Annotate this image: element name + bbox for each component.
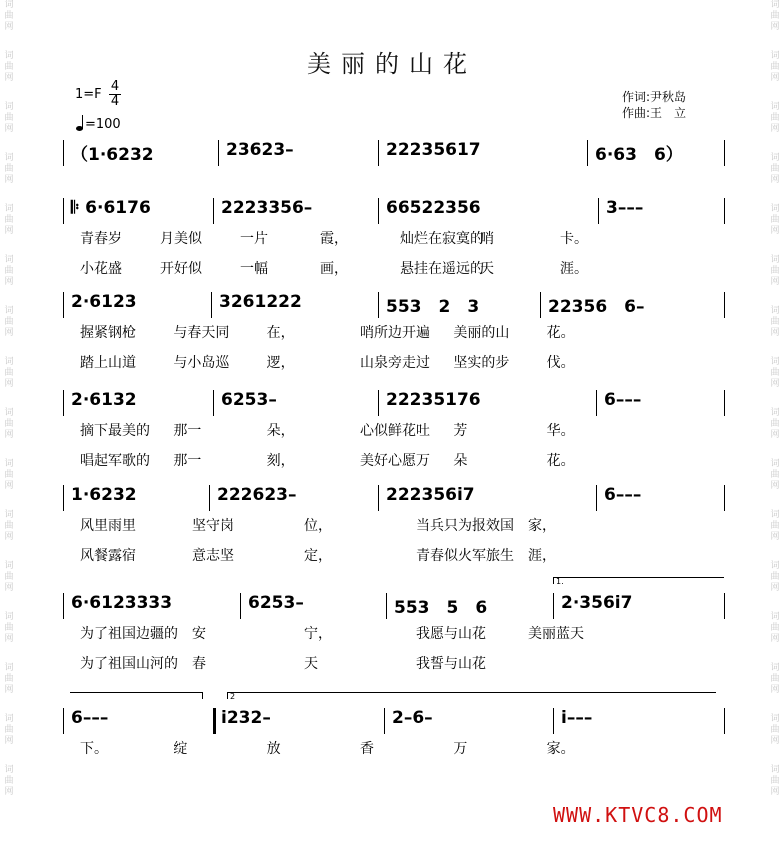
watermark-text: 词曲网 bbox=[770, 153, 780, 185]
measure-notes: 2223356– bbox=[221, 198, 313, 218]
watermark-text: 词曲网 bbox=[4, 153, 14, 185]
lyric-line bbox=[0, 352, 784, 372]
lyric-phrase: 我愿与山花 bbox=[416, 626, 486, 642]
site-url: WWW.KTVC8.COM bbox=[553, 803, 723, 827]
tempo-value: =100 bbox=[85, 117, 121, 132]
lyric-phrase: 一幅 bbox=[240, 261, 268, 277]
bar-line bbox=[724, 390, 725, 416]
lyric-phrase: 刻， bbox=[266, 453, 295, 469]
measure-notes: 2–6– bbox=[392, 708, 433, 728]
bar-line bbox=[378, 390, 379, 416]
watermark-text: 词曲网 bbox=[4, 408, 14, 440]
watermark-text: 词曲网 bbox=[770, 357, 780, 389]
bar-line bbox=[213, 708, 216, 734]
lyric-phrase: 一片 bbox=[240, 231, 268, 247]
watermark-text: 词曲网 bbox=[4, 255, 14, 287]
bar-line bbox=[63, 198, 64, 224]
bar-line bbox=[553, 593, 554, 619]
lyric-phrase: 天 bbox=[480, 261, 494, 277]
watermark-text: 词曲网 bbox=[4, 561, 14, 593]
lyric-line bbox=[0, 228, 784, 248]
quarter-note-icon bbox=[76, 115, 85, 131]
lyric-phrase: 芳 bbox=[453, 423, 468, 439]
lyric-phrase: 下。 bbox=[80, 741, 108, 757]
composer-credit: 作曲:王 立 bbox=[622, 106, 687, 120]
measure-notes: 6––– bbox=[604, 390, 642, 410]
measure-notes: 553 5 6 bbox=[394, 598, 488, 618]
watermark-text: 词曲网 bbox=[770, 765, 780, 797]
lyric-phrase: 山泉旁走过 bbox=[360, 355, 430, 371]
watermark-text: 词曲网 bbox=[4, 306, 14, 338]
bar-line bbox=[724, 140, 725, 166]
bar-line bbox=[378, 198, 379, 224]
lyric-phrase: 朵， bbox=[266, 423, 295, 439]
lyric-line bbox=[0, 515, 784, 535]
bar-line bbox=[218, 140, 219, 166]
volta-2: 2 bbox=[227, 692, 716, 699]
watermark-text: 词曲网 bbox=[770, 0, 780, 32]
lyric-phrase: 家， bbox=[528, 518, 556, 534]
time-signature bbox=[109, 80, 121, 109]
bar-line bbox=[63, 292, 64, 318]
lyric-phrase: 春 bbox=[192, 656, 206, 672]
bar-line bbox=[240, 593, 241, 619]
time-signature-top: 4 bbox=[110, 79, 120, 94]
lyric-phrase: 家。 bbox=[546, 741, 575, 757]
notes-line bbox=[0, 708, 784, 730]
lyric-phrase: 宁， bbox=[304, 626, 332, 642]
bar-line bbox=[63, 593, 64, 619]
notes-line bbox=[0, 140, 784, 165]
watermark-text: 词曲网 bbox=[4, 765, 14, 797]
bar-line bbox=[378, 292, 379, 318]
lyric-phrase: 踏上山道 bbox=[80, 355, 136, 371]
watermark-text: 词曲网 bbox=[770, 510, 780, 542]
watermark-text: 词曲网 bbox=[770, 255, 780, 287]
watermark-text: 词曲网 bbox=[4, 102, 14, 134]
lyric-phrase: 安 bbox=[192, 626, 206, 642]
measure-notes: 2·6132 bbox=[71, 390, 137, 410]
watermark-text: 词曲网 bbox=[770, 561, 780, 593]
lyric-phrase: 万 bbox=[453, 741, 468, 757]
bar-line bbox=[596, 485, 597, 511]
lyric-phrase: 悬挂在遥远的 bbox=[400, 261, 484, 277]
watermark-text: 词曲网 bbox=[4, 663, 14, 695]
bar-line bbox=[724, 198, 725, 224]
lyric-phrase: 为了祖国边疆的 bbox=[80, 626, 178, 642]
measure-notes: 22235176 bbox=[386, 390, 481, 410]
measure-notes: （1·6232 bbox=[71, 145, 154, 165]
measure-notes: 222623– bbox=[217, 485, 297, 505]
lyric-phrase: 花。 bbox=[546, 453, 575, 469]
measure-notes: 𝄆 6·6176 bbox=[71, 198, 151, 218]
lyric-phrase: 唱起军歌的 bbox=[80, 453, 150, 469]
watermark-text: 词曲网 bbox=[770, 204, 780, 236]
lyric-line bbox=[0, 258, 784, 278]
watermark-text: 词曲网 bbox=[770, 306, 780, 338]
lyric-phrase: 卡。 bbox=[560, 231, 588, 247]
lyric-phrase: 绽 bbox=[173, 741, 188, 757]
watermark-text: 词曲网 bbox=[4, 714, 14, 746]
bar-line bbox=[724, 292, 725, 318]
lyric-phrase: 月美似 bbox=[160, 231, 202, 247]
lyric-phrase: 青春岁 bbox=[80, 231, 122, 247]
lyricist-credit: 作词:尹秋岛 bbox=[622, 90, 687, 104]
lyric-line bbox=[0, 450, 784, 470]
notes-line bbox=[0, 593, 784, 618]
notes-line bbox=[0, 198, 784, 220]
bar-line bbox=[213, 390, 214, 416]
lyric-line bbox=[0, 545, 784, 565]
lyric-line bbox=[0, 738, 784, 758]
lyric-phrase: 青春似火军旅生 bbox=[416, 548, 514, 564]
lyric-line bbox=[0, 322, 784, 342]
bar-line bbox=[540, 292, 541, 318]
watermark-text: 词曲网 bbox=[4, 357, 14, 389]
measure-notes: 6·6123333 bbox=[71, 593, 173, 613]
watermark-text: 词曲网 bbox=[770, 408, 780, 440]
measure-notes: 2·356i7 bbox=[561, 593, 633, 613]
watermark-text: 词曲网 bbox=[770, 102, 780, 134]
lyric-phrase: 霞， bbox=[320, 231, 348, 247]
lyric-phrase: 涯， bbox=[528, 548, 556, 564]
lyric-phrase: 涯。 bbox=[560, 261, 588, 277]
lyric-phrase: 美丽的山 bbox=[453, 325, 510, 341]
volta-end-bracket bbox=[70, 692, 203, 699]
lyric-phrase: 我誓与山花 bbox=[416, 656, 486, 672]
bar-line bbox=[63, 485, 64, 511]
volta-1: 1. bbox=[553, 577, 724, 584]
lyric-phrase: 美丽蓝天 bbox=[528, 626, 584, 642]
measure-notes: 222356i7 bbox=[386, 485, 475, 505]
lyric-phrase: 摘下最美的 bbox=[80, 423, 150, 439]
song-title: 美丽的山花 bbox=[307, 50, 477, 78]
notes-line bbox=[0, 390, 784, 412]
bar-line bbox=[63, 390, 64, 416]
bar-line bbox=[724, 485, 725, 511]
measure-notes: 3––– bbox=[606, 198, 644, 218]
watermark-text: 词曲网 bbox=[4, 51, 14, 83]
lyric-phrase: 哨所边开遍 bbox=[360, 325, 430, 341]
measure-notes: 553 2 3 bbox=[386, 297, 480, 317]
bar-line bbox=[553, 708, 554, 734]
bar-line bbox=[587, 140, 588, 166]
bar-line bbox=[63, 708, 64, 734]
lyric-phrase: 与小岛巡 bbox=[173, 355, 230, 371]
lyric-phrase: 意志坚 bbox=[192, 548, 234, 564]
lyric-phrase: 那一 bbox=[173, 423, 202, 439]
measure-notes: 6·63 6） bbox=[595, 145, 683, 165]
bar-line bbox=[378, 485, 379, 511]
lyric-phrase: 逻， bbox=[266, 355, 295, 371]
bar-line bbox=[596, 390, 597, 416]
lyric-phrase: 放 bbox=[266, 741, 281, 757]
lyric-phrase: 华。 bbox=[546, 423, 575, 439]
measure-notes: 3261222 bbox=[219, 292, 302, 312]
lyric-phrase: 伐。 bbox=[546, 355, 575, 371]
measure-notes: 66522356 bbox=[386, 198, 481, 218]
lyric-line bbox=[0, 420, 784, 440]
bar-line bbox=[209, 485, 210, 511]
lyric-phrase: 朵 bbox=[453, 453, 468, 469]
lyric-phrase: 开好似 bbox=[160, 261, 202, 277]
bar-line bbox=[724, 593, 725, 619]
measure-notes: i––– bbox=[561, 708, 593, 728]
lyric-phrase: 坚守岗 bbox=[192, 518, 234, 534]
bar-line bbox=[378, 140, 379, 166]
watermark-text: 词曲网 bbox=[770, 612, 780, 644]
bar-line bbox=[386, 593, 387, 619]
lyric-phrase: 画， bbox=[320, 261, 348, 277]
lyric-phrase: 坚实的步 bbox=[453, 355, 510, 371]
lyric-phrase: 握紧钢枪 bbox=[80, 325, 136, 341]
measure-notes: 6253– bbox=[221, 390, 277, 410]
lyric-phrase: 风餐露宿 bbox=[80, 548, 136, 564]
bar-line bbox=[598, 198, 599, 224]
watermark-text: 词曲网 bbox=[4, 459, 14, 491]
watermark-text: 词曲网 bbox=[770, 51, 780, 83]
measure-notes: 6253– bbox=[248, 593, 304, 613]
lyric-phrase: 定， bbox=[304, 548, 332, 564]
lyric-phrase: 香 bbox=[360, 741, 374, 757]
lyric-phrase: 天 bbox=[304, 656, 318, 672]
measure-notes: 22235617 bbox=[386, 140, 481, 160]
watermark-text: 词曲网 bbox=[4, 204, 14, 236]
measure-notes: 6––– bbox=[71, 708, 109, 728]
lyric-line bbox=[0, 653, 784, 673]
bar-line bbox=[63, 140, 64, 166]
lyric-phrase: 那一 bbox=[173, 453, 202, 469]
lyric-phrase: 美好心愿万 bbox=[360, 453, 430, 469]
watermark-text: 词曲网 bbox=[4, 510, 14, 542]
lyric-phrase: 哨 bbox=[480, 231, 494, 247]
lyric-phrase: 为了祖国山河的 bbox=[80, 656, 178, 672]
measure-notes: 2·6123 bbox=[71, 292, 137, 312]
lyric-phrase: 当兵只为报效国 bbox=[416, 518, 514, 534]
key-signature: 1=F bbox=[75, 87, 102, 102]
lyric-line bbox=[0, 623, 784, 643]
watermark-text: 词曲网 bbox=[770, 714, 780, 746]
bar-line bbox=[211, 292, 212, 318]
lyric-phrase: 花。 bbox=[546, 325, 575, 341]
measure-notes: 1·6232 bbox=[71, 485, 137, 505]
notes-line bbox=[0, 485, 784, 507]
measure-notes: 23623– bbox=[226, 140, 294, 160]
lyric-phrase: 灿烂在寂寞的 bbox=[400, 231, 484, 247]
bar-line bbox=[384, 708, 385, 734]
lyric-phrase: 风里雨里 bbox=[80, 518, 136, 534]
lyric-phrase: 与春天同 bbox=[173, 325, 230, 341]
lyric-phrase: 心似鲜花吐 bbox=[360, 423, 430, 439]
measure-notes: 22356 6– bbox=[548, 297, 645, 317]
bar-line bbox=[724, 708, 725, 734]
watermark-text: 词曲网 bbox=[4, 0, 14, 32]
bar-line bbox=[213, 198, 214, 224]
watermark-text: 词曲网 bbox=[4, 612, 14, 644]
watermark-text: 词曲网 bbox=[770, 663, 780, 695]
measure-notes: i232– bbox=[221, 708, 271, 728]
lyric-phrase: 在， bbox=[266, 325, 295, 341]
lyric-phrase: 小花盛 bbox=[80, 261, 122, 277]
lyric-phrase: 位， bbox=[304, 518, 332, 534]
time-signature-bottom: 4 bbox=[110, 94, 120, 109]
tempo-marking bbox=[76, 115, 121, 132]
notes-line bbox=[0, 292, 784, 317]
watermark-text: 词曲网 bbox=[770, 459, 780, 491]
measure-notes: 6––– bbox=[604, 485, 642, 505]
